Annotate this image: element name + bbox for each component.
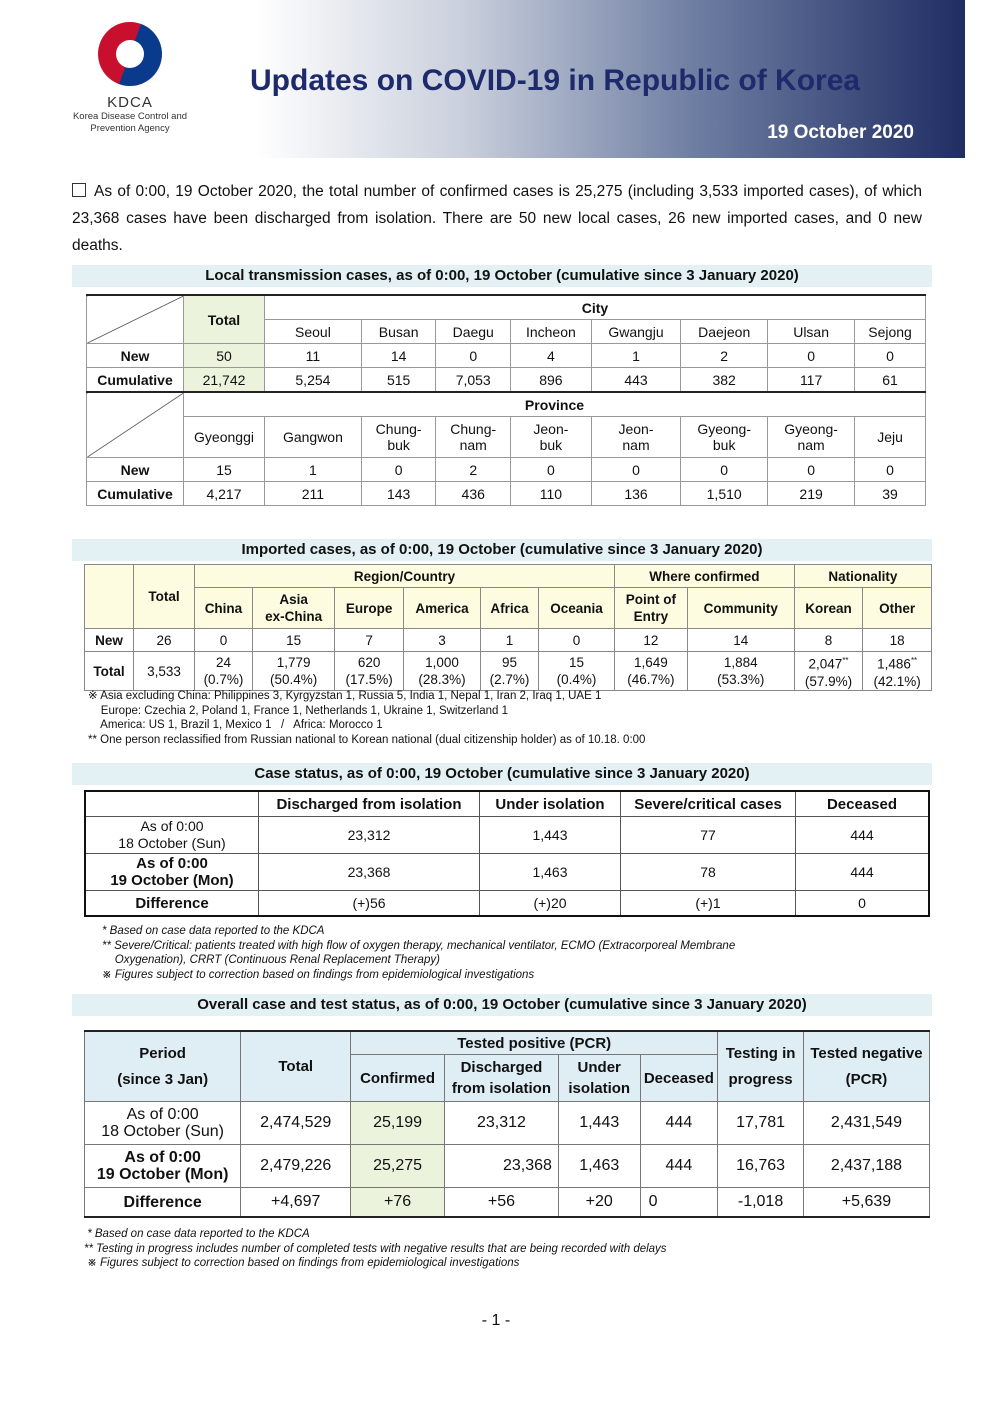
province-cum-cell: 1,510 bbox=[681, 482, 768, 506]
imported-new-cell: 18 bbox=[863, 629, 932, 652]
table-row bbox=[85, 891, 929, 917]
overall-cell: 0 bbox=[640, 1188, 718, 1218]
overall-cell: 23,312 bbox=[444, 1102, 558, 1145]
local-section-title: Local transmission cases, as of 0:00, 19 October (cumulative since 3 January 2020) bbox=[72, 265, 932, 287]
imported-total-value bbox=[863, 652, 931, 673]
imported-total-cell bbox=[538, 652, 614, 691]
city-cum-cell: 7,053 bbox=[436, 368, 511, 393]
imported-new-cell: 14 bbox=[687, 629, 794, 652]
imported-new-cell: 3 bbox=[403, 629, 480, 652]
page-number: - 1 - bbox=[481, 1312, 511, 1329]
where-confirmed-header: Where confirmed bbox=[615, 565, 795, 588]
imported-total-percent: (28.3%) bbox=[418, 672, 466, 687]
imported-total-number: 95 bbox=[502, 655, 518, 670]
status-row-label: As of 0:00 18 October (Sun) bbox=[85, 817, 259, 854]
city-cum-cell: 61 bbox=[855, 368, 926, 393]
overall-sub-header: Confirmed bbox=[351, 1055, 445, 1102]
imported-total-cell bbox=[335, 652, 404, 691]
imported-new-total: 26 bbox=[134, 629, 195, 652]
overall-note-line: * Based on case data reported to the KDCA bbox=[84, 1228, 310, 1240]
row-label-cumulative: Cumulative bbox=[87, 368, 184, 393]
status-cell: 1,463 bbox=[480, 854, 621, 891]
imported-total-percent: (53.3%) bbox=[717, 672, 765, 687]
status-col-header: Deceased bbox=[796, 791, 930, 817]
imported-col-header: Europe bbox=[335, 588, 404, 629]
province-cum-cell: 143 bbox=[361, 482, 436, 506]
province-cum-cell: 211 bbox=[265, 482, 362, 506]
imported-total-number: 15 bbox=[568, 655, 584, 670]
overall-cell: 2,479,226 bbox=[241, 1145, 351, 1188]
imported-total-value bbox=[335, 654, 403, 671]
imported-col-header: Korean bbox=[794, 588, 863, 629]
blank-header bbox=[85, 565, 134, 629]
province-cum-cell: 4,217 bbox=[184, 482, 265, 506]
imported-col-header: Asia ex-China bbox=[252, 588, 334, 629]
table-row bbox=[85, 1188, 930, 1218]
imported-total-number: 1,884 bbox=[723, 655, 758, 670]
overall-cell: 25,275 bbox=[351, 1145, 445, 1188]
imported-total-number: 1,779 bbox=[276, 655, 311, 670]
local-cases-table bbox=[86, 294, 926, 506]
status-row-label: As of 0:00 19 October (Mon) bbox=[85, 854, 259, 891]
imported-total-cell bbox=[252, 652, 334, 691]
status-cell: 78 bbox=[621, 854, 796, 891]
imported-new-cell: 8 bbox=[794, 629, 863, 652]
city-cum-cell: 896 bbox=[511, 368, 592, 393]
region-header: Region/Country bbox=[195, 565, 615, 588]
city-name: Busan bbox=[361, 320, 436, 344]
province-name: Jeon- buk bbox=[511, 417, 592, 458]
province-cum-cell: 39 bbox=[855, 482, 926, 506]
imported-total-cell bbox=[687, 652, 794, 691]
blank-header bbox=[85, 791, 259, 817]
province-new-cell: 0 bbox=[511, 458, 592, 482]
table-row bbox=[85, 854, 929, 891]
imported-col-header: Community bbox=[687, 588, 794, 629]
imported-total-percent: (46.7%) bbox=[627, 672, 675, 687]
overall-cell: +56 bbox=[444, 1188, 558, 1218]
city-new-cell: 0 bbox=[855, 344, 926, 368]
overall-cell: 17,781 bbox=[718, 1102, 804, 1145]
city-cum-cell: 21,742 bbox=[184, 368, 265, 393]
footnote-marker: ** bbox=[910, 656, 918, 666]
city-new-cell: 0 bbox=[436, 344, 511, 368]
city-new-cell: 50 bbox=[184, 344, 265, 368]
status-note-line: * Based on case data reported to the KDCA bbox=[102, 925, 325, 937]
imported-total-cell bbox=[195, 652, 253, 691]
page-title: Updates on COVID-19 in Republic of Korea bbox=[250, 64, 861, 97]
agency-full-1: Korea Disease Control and bbox=[72, 111, 188, 122]
status-col-header: Under isolation bbox=[480, 791, 621, 817]
status-cell: 23,312 bbox=[259, 817, 480, 854]
overall-sub-header: Deceased bbox=[640, 1055, 718, 1102]
status-note-line: ※ Figures subject to correction based on findings from epidemiological investigations bbox=[102, 968, 535, 981]
city-cum-cell: 382 bbox=[681, 368, 768, 393]
city-cum-cell: 117 bbox=[768, 368, 855, 393]
overall-cell: +76 bbox=[351, 1188, 445, 1218]
imported-total-number: 2,047 bbox=[808, 656, 843, 672]
nationality-header: Nationality bbox=[794, 565, 931, 588]
province-name: Chung- nam bbox=[436, 417, 511, 458]
diagonal-cell bbox=[87, 295, 184, 344]
imported-new-cell: 15 bbox=[252, 629, 334, 652]
imported-total-percent: (50.4%) bbox=[269, 672, 318, 687]
imported-col-header: Africa bbox=[481, 588, 539, 629]
imported-notes bbox=[88, 689, 645, 747]
city-new-cell: 0 bbox=[768, 344, 855, 368]
overall-cell: 16,763 bbox=[718, 1145, 804, 1188]
diagonal-cell bbox=[87, 392, 184, 458]
imported-col-header: China bbox=[195, 588, 253, 629]
overall-sub-header: Under isolation bbox=[558, 1055, 640, 1102]
imported-new-cell: 12 bbox=[615, 629, 688, 652]
overall-status-table bbox=[84, 1030, 930, 1218]
imported-new-cell: 7 bbox=[335, 629, 404, 652]
city-new-cell: 14 bbox=[361, 344, 436, 368]
status-cell: 0 bbox=[796, 891, 930, 917]
imported-total-number: 24 bbox=[215, 655, 231, 670]
table-row bbox=[85, 817, 929, 854]
overall-section-title: Overall case and test status, as of 0:00, 19 October (cumulative since 3 January 2020) bbox=[72, 994, 932, 1016]
intro-text: As of 0:00, 19 October 2020, the total number of confirmed cases is 25,275 (including 3,533 imported cases), of which 23,368 cases have been discharged from isolation. There are 50 new local cases, 26 new imported cases, and 0 new deaths. bbox=[72, 183, 922, 254]
imported-total-value bbox=[404, 654, 480, 671]
imported-total-percent: (17.5%) bbox=[345, 672, 393, 687]
province-new-cell: 0 bbox=[681, 458, 768, 482]
province-name: Gangwon bbox=[265, 417, 362, 458]
city-name: Daejeon bbox=[681, 320, 768, 344]
city-cum-cell: 515 bbox=[361, 368, 436, 393]
row-label-new: New bbox=[87, 458, 184, 482]
imported-total-value bbox=[195, 654, 252, 671]
province-new-cell: 15 bbox=[184, 458, 265, 482]
province-name: Jeju bbox=[855, 417, 926, 458]
imported-new-cell: 0 bbox=[538, 629, 614, 652]
imported-total-value bbox=[795, 652, 863, 673]
status-col-header: Severe/critical cases bbox=[621, 791, 796, 817]
agency-full-2: Prevention Agency bbox=[90, 123, 170, 134]
imported-total-value bbox=[539, 654, 614, 671]
province-cum-cell: 136 bbox=[591, 482, 680, 506]
overall-cell: 444 bbox=[640, 1102, 718, 1145]
imported-section-title: Imported cases, as of 0:00, 19 October (cumulative since 3 January 2020) bbox=[72, 539, 932, 561]
row-label-total: Total bbox=[85, 652, 134, 691]
overall-cell: 2,437,188 bbox=[803, 1145, 929, 1188]
status-note-line: ** Severe/Critical: patients treated with high flow of oxygen therapy, mechanical ventilator, ECMO (Extracorporeal Membrane bbox=[102, 939, 736, 952]
overall-cell: 2,431,549 bbox=[803, 1102, 929, 1145]
imported-total-cell bbox=[403, 652, 480, 691]
province-name: Chung- buk bbox=[361, 417, 436, 458]
row-label-new: New bbox=[87, 344, 184, 368]
imported-total-value bbox=[688, 654, 794, 671]
imported-cases-table bbox=[84, 564, 932, 691]
overall-cell: -1,018 bbox=[718, 1188, 804, 1218]
status-cell: (+)1 bbox=[621, 891, 796, 917]
province-name: Jeon- nam bbox=[591, 417, 680, 458]
imported-note-line: ** One person reclassified from Russian national to Korean national (dual citizenship holder) as of 10.18. 0:00 bbox=[88, 733, 646, 746]
province-cum-cell: 110 bbox=[511, 482, 592, 506]
overall-row-label: As of 0:00 19 October (Mon) bbox=[85, 1145, 241, 1188]
city-cum-cell: 443 bbox=[591, 368, 680, 393]
imported-total-header: Total bbox=[134, 565, 195, 629]
overall-notes bbox=[84, 1227, 667, 1271]
city-name: Ulsan bbox=[768, 320, 855, 344]
imported-col-header: Other bbox=[863, 588, 932, 629]
status-cell: 444 bbox=[796, 854, 930, 891]
case-status-table bbox=[84, 790, 930, 917]
imported-total-value bbox=[253, 654, 334, 671]
imported-total-number: 1,486 bbox=[877, 656, 911, 672]
overall-sub-header: Discharged from isolation bbox=[444, 1055, 558, 1102]
imported-total-percent: (42.1%) bbox=[873, 673, 921, 689]
kdca-logo bbox=[60, 18, 200, 148]
period-header: Period (since 3 Jan) bbox=[85, 1031, 241, 1102]
imported-total-percent: (2.7%) bbox=[489, 672, 530, 687]
province-new-cell: 0 bbox=[855, 458, 926, 482]
overall-total-header: Total bbox=[241, 1031, 351, 1102]
overall-cell: 23,368 bbox=[444, 1145, 558, 1188]
province-new-cell: 0 bbox=[361, 458, 436, 482]
imported-total-cell bbox=[794, 652, 863, 691]
testing-in-progress-header: Testing in progress bbox=[718, 1031, 804, 1102]
imported-total-value bbox=[615, 654, 687, 671]
tested-negative-header: Tested negative (PCR) bbox=[803, 1031, 929, 1102]
imported-total-percent: (57.9%) bbox=[804, 673, 853, 689]
overall-cell: +4,697 bbox=[241, 1188, 351, 1218]
imported-col-header: Point of Entry bbox=[615, 588, 688, 629]
checkbox-bullet-icon bbox=[72, 183, 86, 197]
overall-row-label: As of 0:00 18 October (Sun) bbox=[85, 1102, 241, 1145]
imported-col-header: America bbox=[403, 588, 480, 629]
overall-cell: 25,199 bbox=[351, 1102, 445, 1145]
table-row bbox=[85, 1102, 930, 1145]
province-new-cell: 0 bbox=[591, 458, 680, 482]
overall-row-label: Difference bbox=[85, 1188, 241, 1218]
taeguk-emblem-icon bbox=[98, 22, 162, 86]
imported-total-cell bbox=[863, 652, 932, 691]
footnote-marker: ** bbox=[842, 656, 849, 666]
imported-total-cell bbox=[615, 652, 688, 691]
status-notes bbox=[88, 924, 735, 982]
overall-note-line: ** Testing in progress includes number of completed tests with negative results that are being recorded with delays bbox=[84, 1242, 667, 1255]
imported-total-total: 3,533 bbox=[134, 652, 195, 691]
city-name: Sejong bbox=[855, 320, 926, 344]
province-name: Gyeonggi bbox=[184, 417, 265, 458]
row-label-new: New bbox=[85, 629, 134, 652]
imported-new-cell: 0 bbox=[195, 629, 253, 652]
city-name: Seoul bbox=[265, 320, 362, 344]
overall-cell: 444 bbox=[640, 1145, 718, 1188]
status-cell: 444 bbox=[796, 817, 930, 854]
imported-total-cell bbox=[481, 652, 539, 691]
city-new-cell: 2 bbox=[681, 344, 768, 368]
local-total-header: Total bbox=[184, 295, 265, 344]
agency-short: KDCA bbox=[107, 94, 153, 111]
intro-paragraph bbox=[72, 178, 922, 259]
status-cell: (+)56 bbox=[259, 891, 480, 917]
status-note-line: Oxygenation), CRRT (Continuous Renal Replacement Therapy) bbox=[102, 954, 440, 966]
report-date: 19 October 2020 bbox=[767, 122, 914, 143]
imported-total-percent: (0.4%) bbox=[556, 672, 597, 687]
row-label-cumulative: Cumulative bbox=[87, 482, 184, 506]
province-cum-cell: 436 bbox=[436, 482, 511, 506]
city-name: Incheon bbox=[511, 320, 592, 344]
overall-cell: +5,639 bbox=[803, 1188, 929, 1218]
table-row bbox=[85, 1145, 930, 1188]
imported-total-number: 1,649 bbox=[634, 655, 668, 670]
imported-total-percent: (0.7%) bbox=[203, 672, 244, 687]
city-new-cell: 4 bbox=[511, 344, 592, 368]
status-cell: (+)20 bbox=[480, 891, 621, 917]
imported-total-value bbox=[481, 654, 538, 671]
province-name: Gyeong- nam bbox=[768, 417, 855, 458]
status-cell: 23,368 bbox=[259, 854, 480, 891]
status-row-label: Difference bbox=[85, 891, 259, 917]
status-cell: 77 bbox=[621, 817, 796, 854]
status-section-title: Case status, as of 0:00, 19 October (cumulative since 3 January 2020) bbox=[72, 763, 932, 785]
imported-note-line: America: US 1, Brazil 1, Mexico 1 / Africa: Morocco 1 bbox=[88, 719, 383, 731]
city-header: City bbox=[265, 295, 926, 320]
province-new-cell: 0 bbox=[768, 458, 855, 482]
city-new-cell: 1 bbox=[591, 344, 680, 368]
status-col-header: Discharged from isolation bbox=[259, 791, 480, 817]
overall-cell: 1,463 bbox=[558, 1145, 640, 1188]
imported-col-header: Oceania bbox=[538, 588, 614, 629]
imported-total-number: 620 bbox=[357, 655, 381, 670]
province-new-cell: 2 bbox=[436, 458, 511, 482]
overall-note-line: ※ Figures subject to correction based on findings from epidemiological investigations bbox=[84, 1257, 520, 1269]
imported-new-cell: 1 bbox=[481, 629, 539, 652]
overall-cell: 2,474,529 bbox=[241, 1102, 351, 1145]
overall-cell: +20 bbox=[558, 1188, 640, 1218]
city-name: Daegu bbox=[436, 320, 511, 344]
city-new-cell: 11 bbox=[265, 344, 362, 368]
province-name: Gyeong- buk bbox=[681, 417, 768, 458]
imported-note-line: ※ Asia excluding China: Philippines 3, Kyrgyzstan 1, Russia 5, India 1, Nepal 1, Iran 2, Iraq 1, UAE 1 bbox=[88, 690, 602, 702]
imported-total-number: 1,000 bbox=[425, 655, 459, 670]
province-header: Province bbox=[184, 392, 926, 417]
province-new-cell: 1 bbox=[265, 458, 362, 482]
status-cell: 1,443 bbox=[480, 817, 621, 854]
city-name: Gwangju bbox=[591, 320, 680, 344]
overall-cell: 1,443 bbox=[558, 1102, 640, 1145]
province-cum-cell: 219 bbox=[768, 482, 855, 506]
tested-positive-header: Tested positive (PCR) bbox=[351, 1031, 718, 1055]
imported-note-line: Europe: Czechia 2, Poland 1, France 1, Netherlands 1, Ukraine 1, Switzerland 1 bbox=[88, 704, 508, 717]
city-cum-cell: 5,254 bbox=[265, 368, 362, 393]
